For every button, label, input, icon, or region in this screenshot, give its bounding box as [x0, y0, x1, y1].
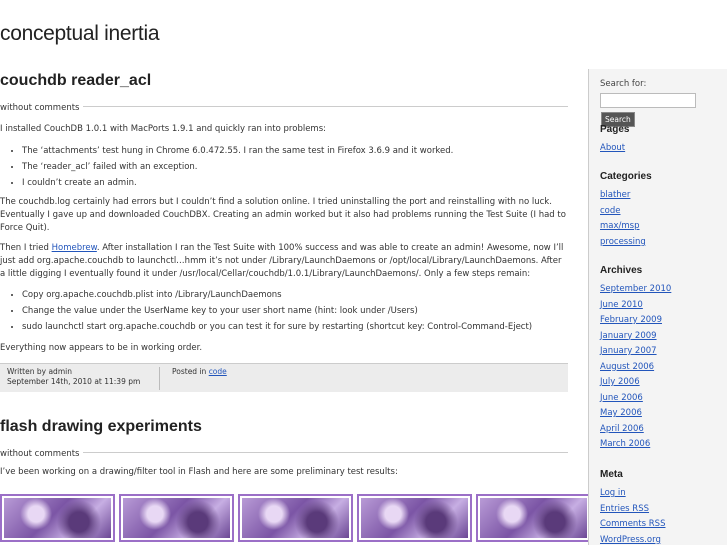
archives-heading: Archives [600, 265, 671, 277]
post-author-date [7, 367, 140, 387]
archive-link[interactable]: January 2009 [600, 331, 657, 341]
category-link-maxmsp[interactable]: max/msp [600, 221, 640, 231]
list-item [600, 141, 629, 157]
entry-text: Then I tried [0, 243, 52, 253]
thumbnail-link[interactable] [119, 494, 234, 542]
list-item [600, 375, 671, 391]
list-item [600, 298, 671, 314]
post-date: September 14th, 2010 at 11:39 pm [7, 377, 140, 387]
thumbnail-gallery [0, 494, 568, 542]
archive-link[interactable]: June 2006 [600, 393, 643, 403]
meta-section [600, 469, 665, 548]
list-item [600, 422, 671, 438]
list-item [600, 235, 652, 251]
list-item [600, 313, 671, 329]
pages-section [600, 124, 629, 157]
thumbnail-image [242, 498, 349, 538]
list-item [600, 517, 665, 533]
archive-link[interactable]: June 2010 [600, 300, 643, 310]
entry-list [0, 145, 568, 190]
list-item [600, 502, 665, 518]
sidebar [588, 69, 727, 545]
comments-line [0, 441, 568, 457]
archives-section [600, 265, 671, 453]
comments-rss-link[interactable]: Comments RSS [600, 519, 665, 529]
categories-list [600, 188, 652, 250]
post-entry [0, 123, 568, 355]
categories-section [600, 171, 652, 250]
post-entry [0, 466, 568, 479]
post-author: Written by admin [7, 367, 140, 377]
category-link-code[interactable]: code [600, 206, 621, 216]
list-item [600, 344, 671, 360]
comments-count: without comments [0, 103, 83, 113]
site-title[interactable]: conceptual inertia [0, 22, 159, 46]
list-item [600, 437, 671, 453]
comments-count: without comments [0, 449, 83, 459]
category-link-processing[interactable]: processing [600, 237, 646, 247]
thumbnail-image [480, 498, 587, 538]
entry-list [0, 289, 568, 334]
thumbnail-image [4, 498, 111, 538]
comments-rule [0, 452, 568, 453]
thumbnail-link[interactable] [0, 494, 115, 542]
search-button[interactable]: Search [601, 112, 635, 127]
list-item: • Change the value under the UserName key to your user short name (hint: look under /Users) [22, 305, 568, 318]
post-title[interactable]: flash drawing experiments [0, 416, 568, 438]
pages-heading: Pages [600, 124, 629, 136]
wordpress-link[interactable]: WordPress.org [600, 535, 661, 545]
content-area [0, 70, 568, 542]
list-item [600, 329, 671, 345]
archive-link[interactable]: April 2006 [600, 424, 644, 434]
list-item [600, 486, 665, 502]
login-link[interactable]: Log in [600, 488, 626, 498]
list-item: • I couldn’t create an admin. [22, 177, 568, 190]
post-category [172, 367, 227, 377]
archive-link[interactable]: August 2006 [600, 362, 654, 372]
entry-paragraph [0, 242, 568, 281]
list-item [600, 282, 671, 298]
list-item [600, 360, 671, 376]
archives-list [600, 282, 671, 453]
list-item [600, 219, 652, 235]
entry-paragraph: I’ve been working on a drawing/filter tool in Flash and here are some preliminary test results: [0, 466, 568, 479]
thumbnail-image [123, 498, 230, 538]
list-item [600, 204, 652, 220]
list-item: • The ‘reader_acl’ failed with an exception. [22, 161, 568, 174]
category-link-code[interactable]: code [209, 367, 227, 376]
archive-link[interactable]: January 2007 [600, 346, 657, 356]
entry-text: . After installation I ran the Test Suite with 100% success and was able to create an admin! Awesome, now I’ll just add org.apache.couchdb to launchctl…hmm it’s not under /Library/LaunchDaemons or /opt/local/Library/LaunchDaemons. After a little digging I eventually found it under /usr/local/Cellar/couchdb/1.0.1/Library/LaunchDaemons/. Only a few steps remain: [0, 243, 563, 279]
post-title[interactable]: couchdb reader_acl [0, 70, 568, 92]
thumbnail-link[interactable] [357, 494, 472, 542]
archive-link[interactable]: February 2009 [600, 315, 662, 325]
entry-paragraph: The couchdb.log certainly had errors but I couldn’t find a solution online. I tried uninstalling the port and reinstalling with no luck. Eventually I gave up and downloaded CouchDBX. Creating an admin worked but it also had problems running the Test Suite (I had to Force Quit). [0, 196, 568, 235]
post [0, 70, 568, 392]
meta-heading: Meta [600, 469, 665, 481]
list-item: • sudo launchctl start org.apache.couchdb or you can test it for sure by restarting (shortcut key: Control-Command-Eject) [22, 321, 568, 334]
archive-link[interactable]: May 2006 [600, 408, 642, 418]
page-link-about[interactable]: About [600, 143, 625, 153]
posted-in-label: Posted in [172, 367, 209, 376]
homebrew-link[interactable]: Homebrew [52, 243, 97, 253]
meta-divider [159, 367, 160, 390]
comments-line [0, 95, 568, 111]
post [0, 416, 568, 542]
comments-rule [0, 106, 568, 107]
thumbnail-image [361, 498, 468, 538]
search-label: Search for: [600, 79, 646, 89]
thumbnail-link[interactable] [476, 494, 591, 542]
list-item: • The ‘attachments’ test hung in Chrome 6.0.472.55. I ran the same test in Firefox 3.6.9 and it worked. [22, 145, 568, 158]
list-item [600, 406, 671, 422]
archive-link[interactable]: July 2006 [600, 377, 640, 387]
list-item: • Copy org.apache.couchdb.plist into /Library/LaunchDaemons [22, 289, 568, 302]
archive-link[interactable]: March 2006 [600, 439, 650, 449]
thumbnail-link[interactable] [238, 494, 353, 542]
archive-link[interactable]: September 2010 [600, 284, 671, 294]
list-item [600, 391, 671, 407]
entry-paragraph: Everything now appears to be in working order. [0, 342, 568, 355]
list-item [600, 533, 665, 548]
category-link-blather[interactable]: blather [600, 190, 630, 200]
entry-paragraph: I installed CouchDB 1.0.1 with MacPorts 1.9.1 and quickly ran into problems: [0, 123, 568, 136]
post-meta [0, 363, 568, 392]
meta-list [600, 486, 665, 548]
search-input[interactable] [600, 93, 696, 108]
categories-heading: Categories [600, 171, 652, 183]
list-item [600, 188, 652, 204]
entries-rss-link[interactable]: Entries RSS [600, 504, 649, 514]
pages-list [600, 141, 629, 157]
